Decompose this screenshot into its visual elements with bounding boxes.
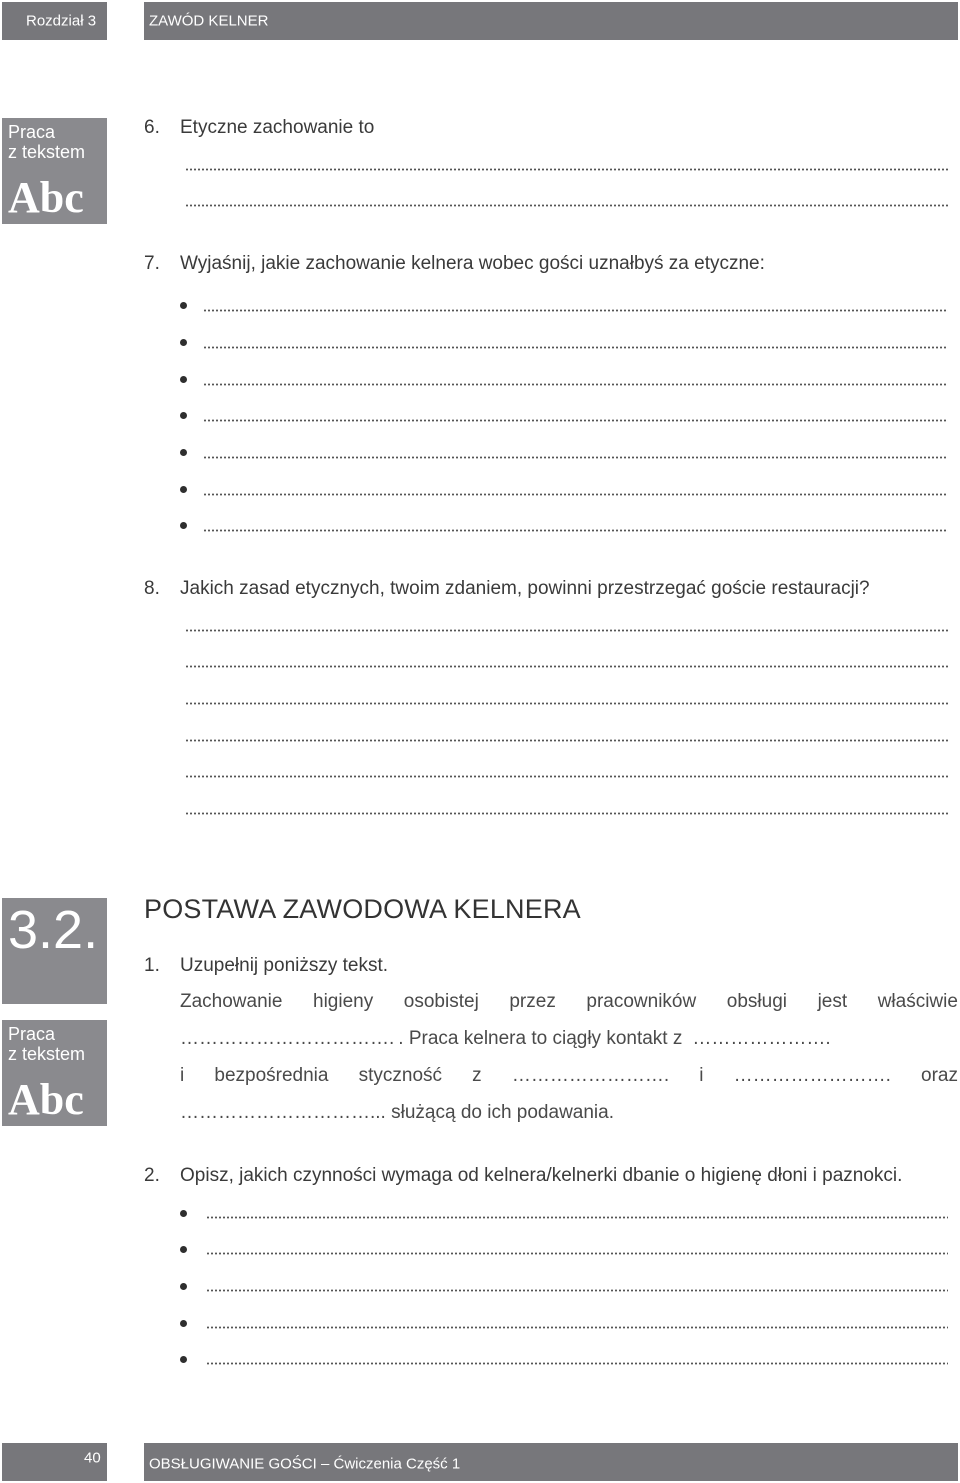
- bullet-icon: [180, 376, 187, 383]
- badge-label-line1: Praca: [8, 1024, 56, 1044]
- fill-text-line-4: [180, 1102, 958, 1124]
- word: styczność: [358, 1065, 443, 1086]
- bullet-icon: [180, 339, 187, 346]
- badge-label-line2: z tekstem: [8, 1044, 86, 1064]
- answer-line[interactable]: [185, 812, 948, 815]
- task-text: Opisz, jakich czynności wymaga od kelnera/kelnerki dbanie o higienę dłoni i paznokci.: [180, 1165, 903, 1186]
- answer-line[interactable]: [203, 419, 948, 422]
- word: i: [699, 1065, 704, 1086]
- page-number: 40: [84, 1449, 101, 1467]
- footer-title: OBSŁUGIWANIE GOŚCI – Ćwiczenia Część 1: [149, 1455, 461, 1473]
- bullet-icon: [180, 1283, 187, 1290]
- fill-text-line-2: [180, 1028, 958, 1050]
- answer-line[interactable]: [206, 1326, 948, 1329]
- answer-line[interactable]: [206, 1252, 948, 1255]
- answer-line[interactable]: [203, 529, 948, 532]
- bullet-icon: [180, 522, 187, 529]
- answer-line[interactable]: [185, 739, 948, 742]
- bullet-icon: [180, 1320, 187, 1327]
- task-text: Uzupełnij poniższy tekst.: [180, 955, 389, 976]
- badge-label-line2: z tekstem: [8, 142, 86, 162]
- blank-field[interactable]: …………………….: [733, 1065, 891, 1086]
- answer-line[interactable]: [203, 456, 948, 459]
- answer-line[interactable]: [185, 204, 948, 207]
- section-heading: POSTAWA ZAWODOWA KELNERA: [144, 894, 581, 924]
- fill-text: . Praca kelnera to ciągły kontakt z: [398, 1028, 683, 1049]
- word: oraz: [921, 1065, 958, 1086]
- bullet-icon: [180, 1246, 187, 1253]
- bullet-icon: [180, 1210, 187, 1217]
- text-work-badge: [2, 1020, 107, 1126]
- blank-field[interactable]: ………………….: [692, 1028, 831, 1049]
- question-text: Jakich zasad etycznych, twoim zdaniem, powinni przestrzegać goście restauracji?: [180, 578, 870, 599]
- word: właściwie: [877, 991, 958, 1012]
- answer-line[interactable]: [206, 1362, 948, 1365]
- answer-line[interactable]: [206, 1216, 948, 1219]
- question-text: Wyjaśnij, jakie zachowanie kelnera wobec gości uznałbyś za etyczne:: [180, 253, 765, 274]
- section-number: 3.2.: [8, 900, 99, 960]
- task-number: 1.: [144, 955, 160, 976]
- task-number: 2.: [144, 1165, 160, 1186]
- answer-line[interactable]: [185, 702, 948, 705]
- word: bezpośrednia: [214, 1065, 329, 1086]
- answer-line[interactable]: [203, 309, 948, 312]
- answer-line[interactable]: [203, 493, 948, 496]
- chapter-title: ZAWÓD KELNER: [149, 12, 269, 30]
- word: pracowników: [586, 991, 697, 1012]
- question-text: Etyczne zachowanie to: [180, 117, 375, 138]
- question-number: 8.: [144, 578, 160, 599]
- answer-line[interactable]: [185, 665, 948, 668]
- answer-line[interactable]: [203, 383, 948, 386]
- blank-field[interactable]: …………………….: [511, 1065, 670, 1086]
- text-work-badge: [2, 118, 107, 224]
- word: i: [180, 1065, 185, 1086]
- page-number-tab: [2, 1443, 107, 1481]
- bullet-icon: [180, 1356, 187, 1363]
- chapter-header-tab: [2, 2, 107, 40]
- chapter-title-bar: [144, 2, 958, 40]
- word: osobistej: [403, 991, 479, 1012]
- answer-line[interactable]: [185, 775, 948, 778]
- badge-label-line1: Praca: [8, 122, 56, 142]
- fill-text: służącą do ich podawania.: [385, 1102, 614, 1123]
- bullet-icon: [180, 486, 187, 493]
- blank-field[interactable]: …………………………….: [180, 1028, 395, 1049]
- section-number-badge: [2, 898, 107, 1004]
- fill-text-line-3: [180, 1065, 958, 1087]
- word: z: [472, 1065, 482, 1086]
- word: przez: [509, 991, 556, 1012]
- abc-icon: Abc: [8, 1075, 84, 1124]
- bullet-icon: [180, 449, 187, 456]
- footer-title-bar: [144, 1443, 958, 1481]
- answer-line[interactable]: [185, 168, 948, 171]
- word: Zachowanie: [180, 991, 283, 1012]
- bullet-icon: [180, 302, 187, 309]
- answer-line[interactable]: [185, 629, 948, 632]
- word: obsługi: [726, 991, 787, 1012]
- answer-line[interactable]: [206, 1289, 948, 1292]
- chapter-label: Rozdział 3: [26, 12, 97, 30]
- fill-text-line-1: [180, 991, 958, 1013]
- blank-field[interactable]: …………………………...: [180, 1102, 386, 1123]
- word: higieny: [313, 991, 374, 1012]
- question-number: 6.: [144, 117, 160, 138]
- word: jest: [817, 991, 848, 1012]
- question-number: 7.: [144, 253, 160, 274]
- answer-line[interactable]: [203, 346, 948, 349]
- bullet-icon: [180, 412, 187, 419]
- abc-icon: Abc: [8, 173, 84, 222]
